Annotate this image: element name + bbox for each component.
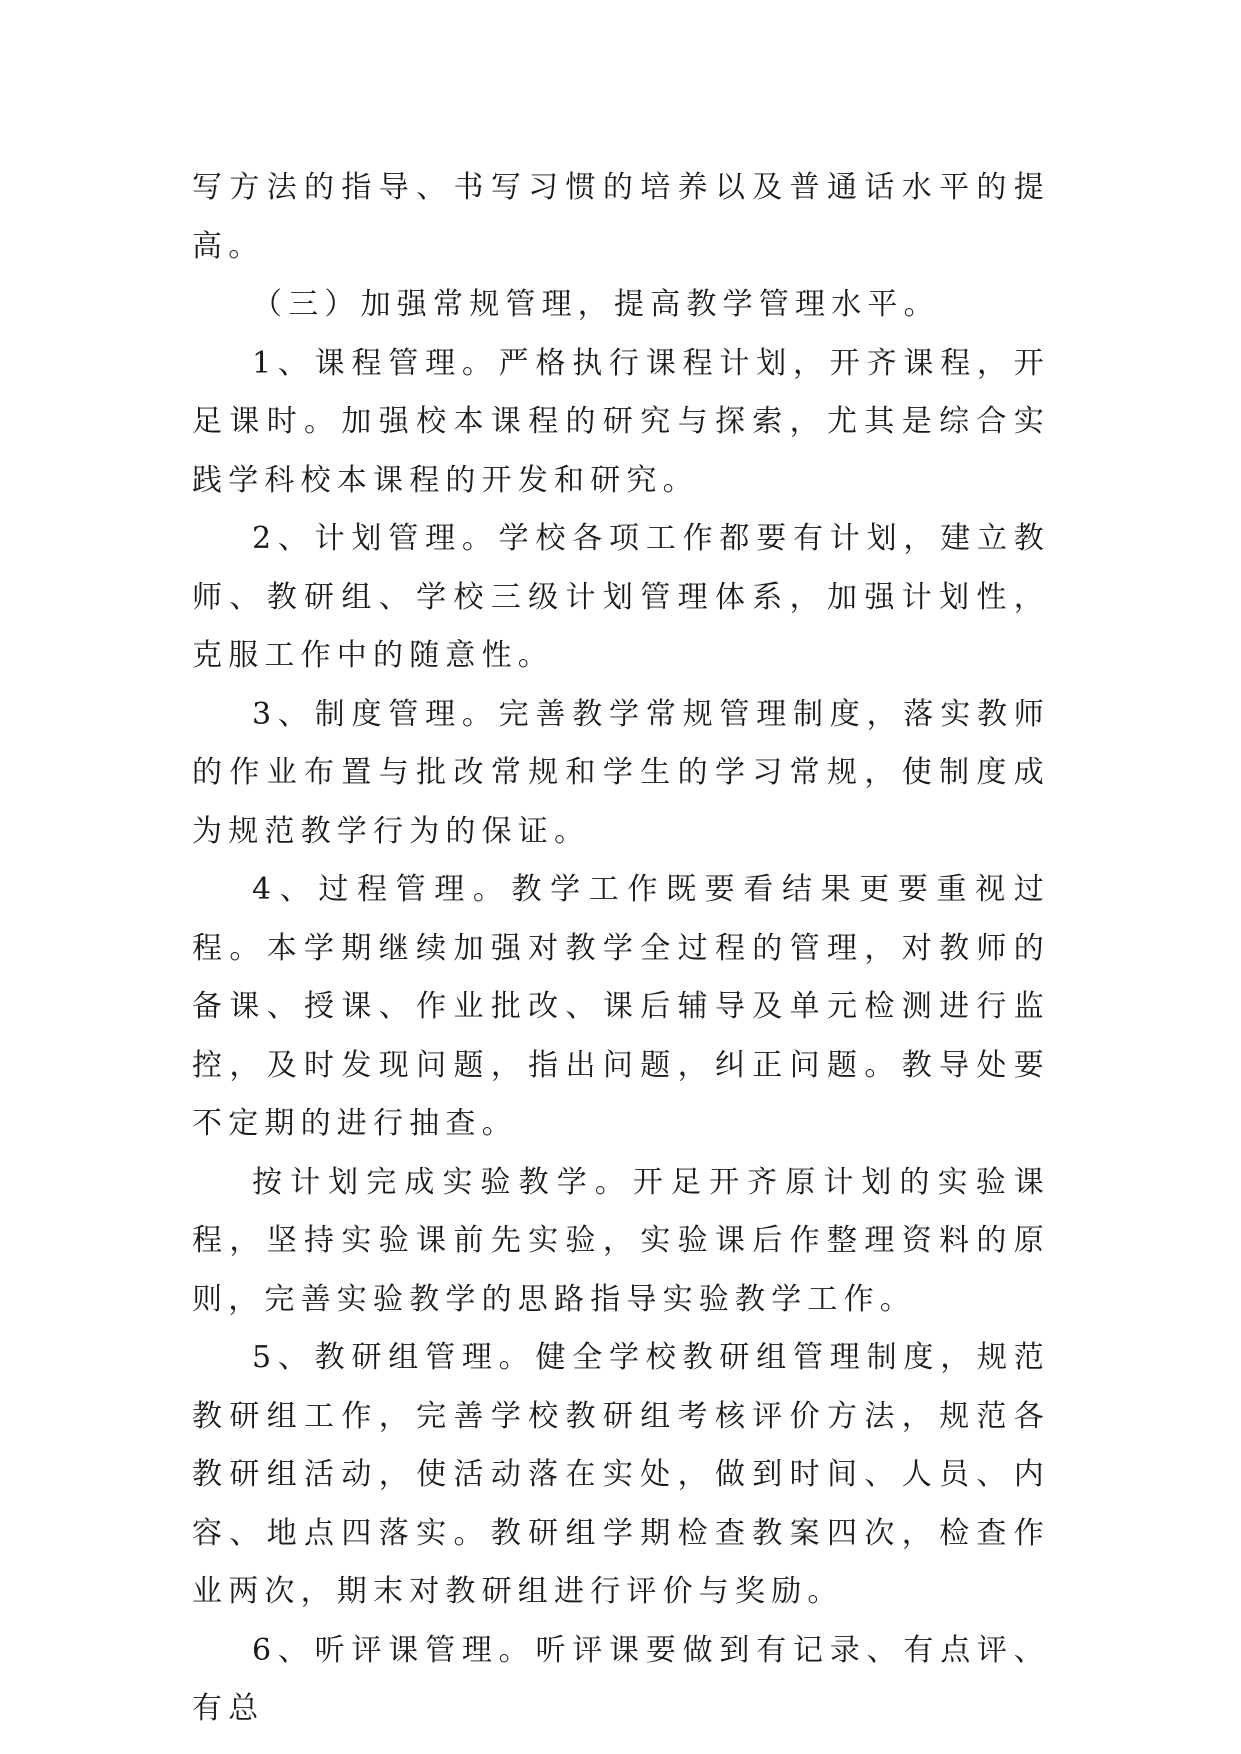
paragraph-lesson-evaluation: 6、听评课管理。听评课要做到有记录、有点评、有总 (192, 1632, 1050, 1726)
document-body (192, 159, 1050, 1739)
paragraph-system-management: 3、制度管理。完善教学常规管理制度，落实教师的作业布置与批改常规和学生的学习常规，使制度成为规范教学行为的保证。 (192, 696, 1050, 849)
paragraph-teaching-group-management: 5、教研组管理。健全学校教研组管理制度，规范教研组工作，完善学校教研组考核评价方法，规范各教研组活动，使活动落在实处，做到时间、人员、内容、地点四落实。教研组学期检查教案四次，检查作业两次，期末对教研组进行评价与奖励。 (192, 1340, 1050, 1609)
paragraph-experiment-teaching: 按计划完成实验教学。开足开齐原计划的实验课程，坚持实验课前先实验，实验课后作整理资料的原则，完善实验教学的思路指导实验教学工作。 (192, 1164, 1050, 1317)
paragraph-continuation: 写方法的指导、书写习惯的培养以及普通话水平的提高。 (192, 170, 1050, 264)
paragraph-plan-management: 2、计划管理。学校各项工作都要有计划，建立教师、教研组、学校三级计划管理体系，加强计划性，克服工作中的随意性。 (192, 521, 1050, 673)
paragraph-process-management: 4、过程管理。教学工作既要看结果更要重视过程。本学期继续加强对教学全过程的管理，对教师的备课、授课、作业批改、课后辅导及单元检测进行监控，及时发现问题，指出问题，纠正问题。教导处要不定期的进行抽查。 (192, 872, 1050, 1141)
section-heading: （三）加强常规管理，提高教学管理水平。 (252, 287, 940, 322)
paragraph-course-management: 1、课程管理。严格执行课程计划，开齐课程，开足课时。加强校本课程的研究与探索，尤其是综合实践学科校本课程的开发和研究。 (192, 345, 1050, 498)
